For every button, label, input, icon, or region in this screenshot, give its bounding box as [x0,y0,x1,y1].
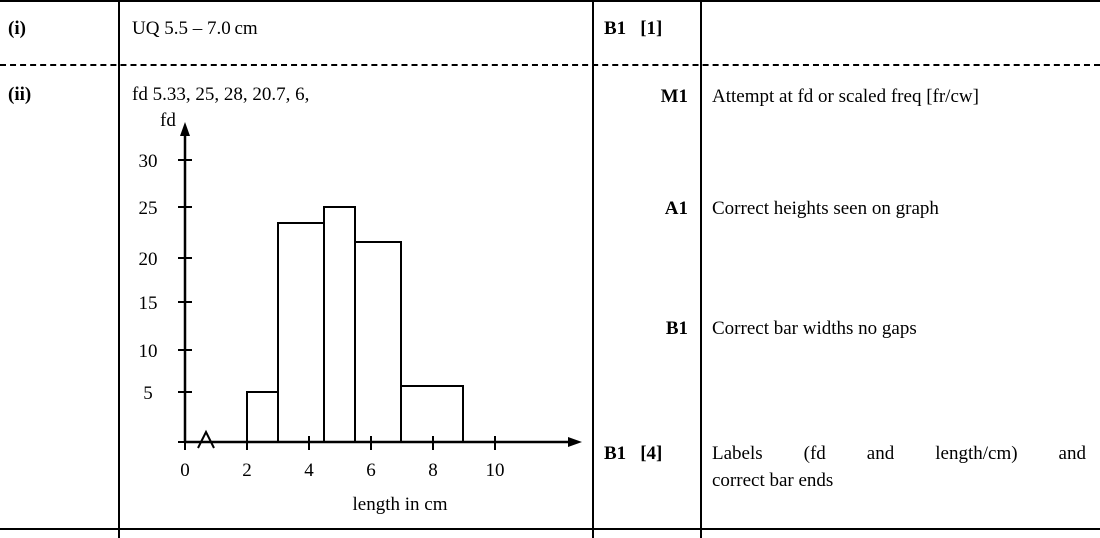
x-axis-arrowhead [568,437,582,447]
bar-1 [247,392,278,442]
mark-code-m1: M1 [660,86,688,107]
mark-row-ii-4 [604,443,662,465]
mark-code-a1: A1 [664,198,688,219]
bar-5 [401,386,463,442]
y-tick-label-10: 10 [138,341,158,362]
bar-3 [324,207,355,442]
y-tick-label-15: 15 [138,293,158,314]
mark-total-ii: [4] [640,443,663,464]
mark-row-ii-2 [604,198,688,220]
bar-2 [278,223,324,442]
comment-b1-labels-line2: correct bar ends [712,470,834,491]
row-divider-dashed [0,64,1100,66]
mark-code-b1-labels: B1 [604,443,627,464]
x-tick-label-0: 0 [180,460,190,481]
column-divider-comments [700,0,702,538]
y-tick-label-5: 5 [143,383,153,404]
table-top-border [0,0,1100,2]
comment-b1-labels-line1: Labels (fd and length/cm) and [712,443,1086,464]
x-tick-label-10: 10 [485,460,505,481]
comment-b1-bars: Correct bar widths no gaps [712,318,917,339]
mark-code-b1-bars: B1 [665,318,688,339]
axis-break-symbol [198,432,214,448]
column-divider-marks [592,0,594,538]
y-tick-label-25: 25 [138,198,158,219]
x-tick-label-2: 2 [242,460,252,481]
x-tick-label-8: 8 [428,460,438,481]
frequency-density-histogram [120,110,590,520]
x-tick-label-6: 6 [366,460,376,481]
comment-a1: Correct heights seen on graph [712,198,939,219]
part-label-i: (i) [8,18,26,39]
x-axis-label: length in cm [352,494,448,515]
working-row-ii: fd 5.33, 25, 28, 20.7, 6, [132,84,310,105]
mark-code-i: B1 [604,18,627,39]
mark-total-i: [1] [640,18,663,39]
table-bottom-border [0,528,1100,530]
comment-m1: Attempt at fd or scaled freq [fr/cw] [712,86,979,107]
y-axis-label: fd [160,110,176,131]
mark-row-i [604,18,662,40]
y-tick-label-20: 20 [138,249,158,270]
mark-row-ii-3 [604,318,688,340]
bar-4 [355,242,401,442]
mark-row-ii-1 [604,86,688,108]
x-tick-label-4: 4 [304,460,314,481]
working-row-i: UQ 5.5 – 7.0 cm [132,18,258,39]
y-axis-arrowhead [180,122,190,136]
y-tick-label-30: 30 [138,151,158,172]
part-label-ii: (ii) [8,84,32,105]
